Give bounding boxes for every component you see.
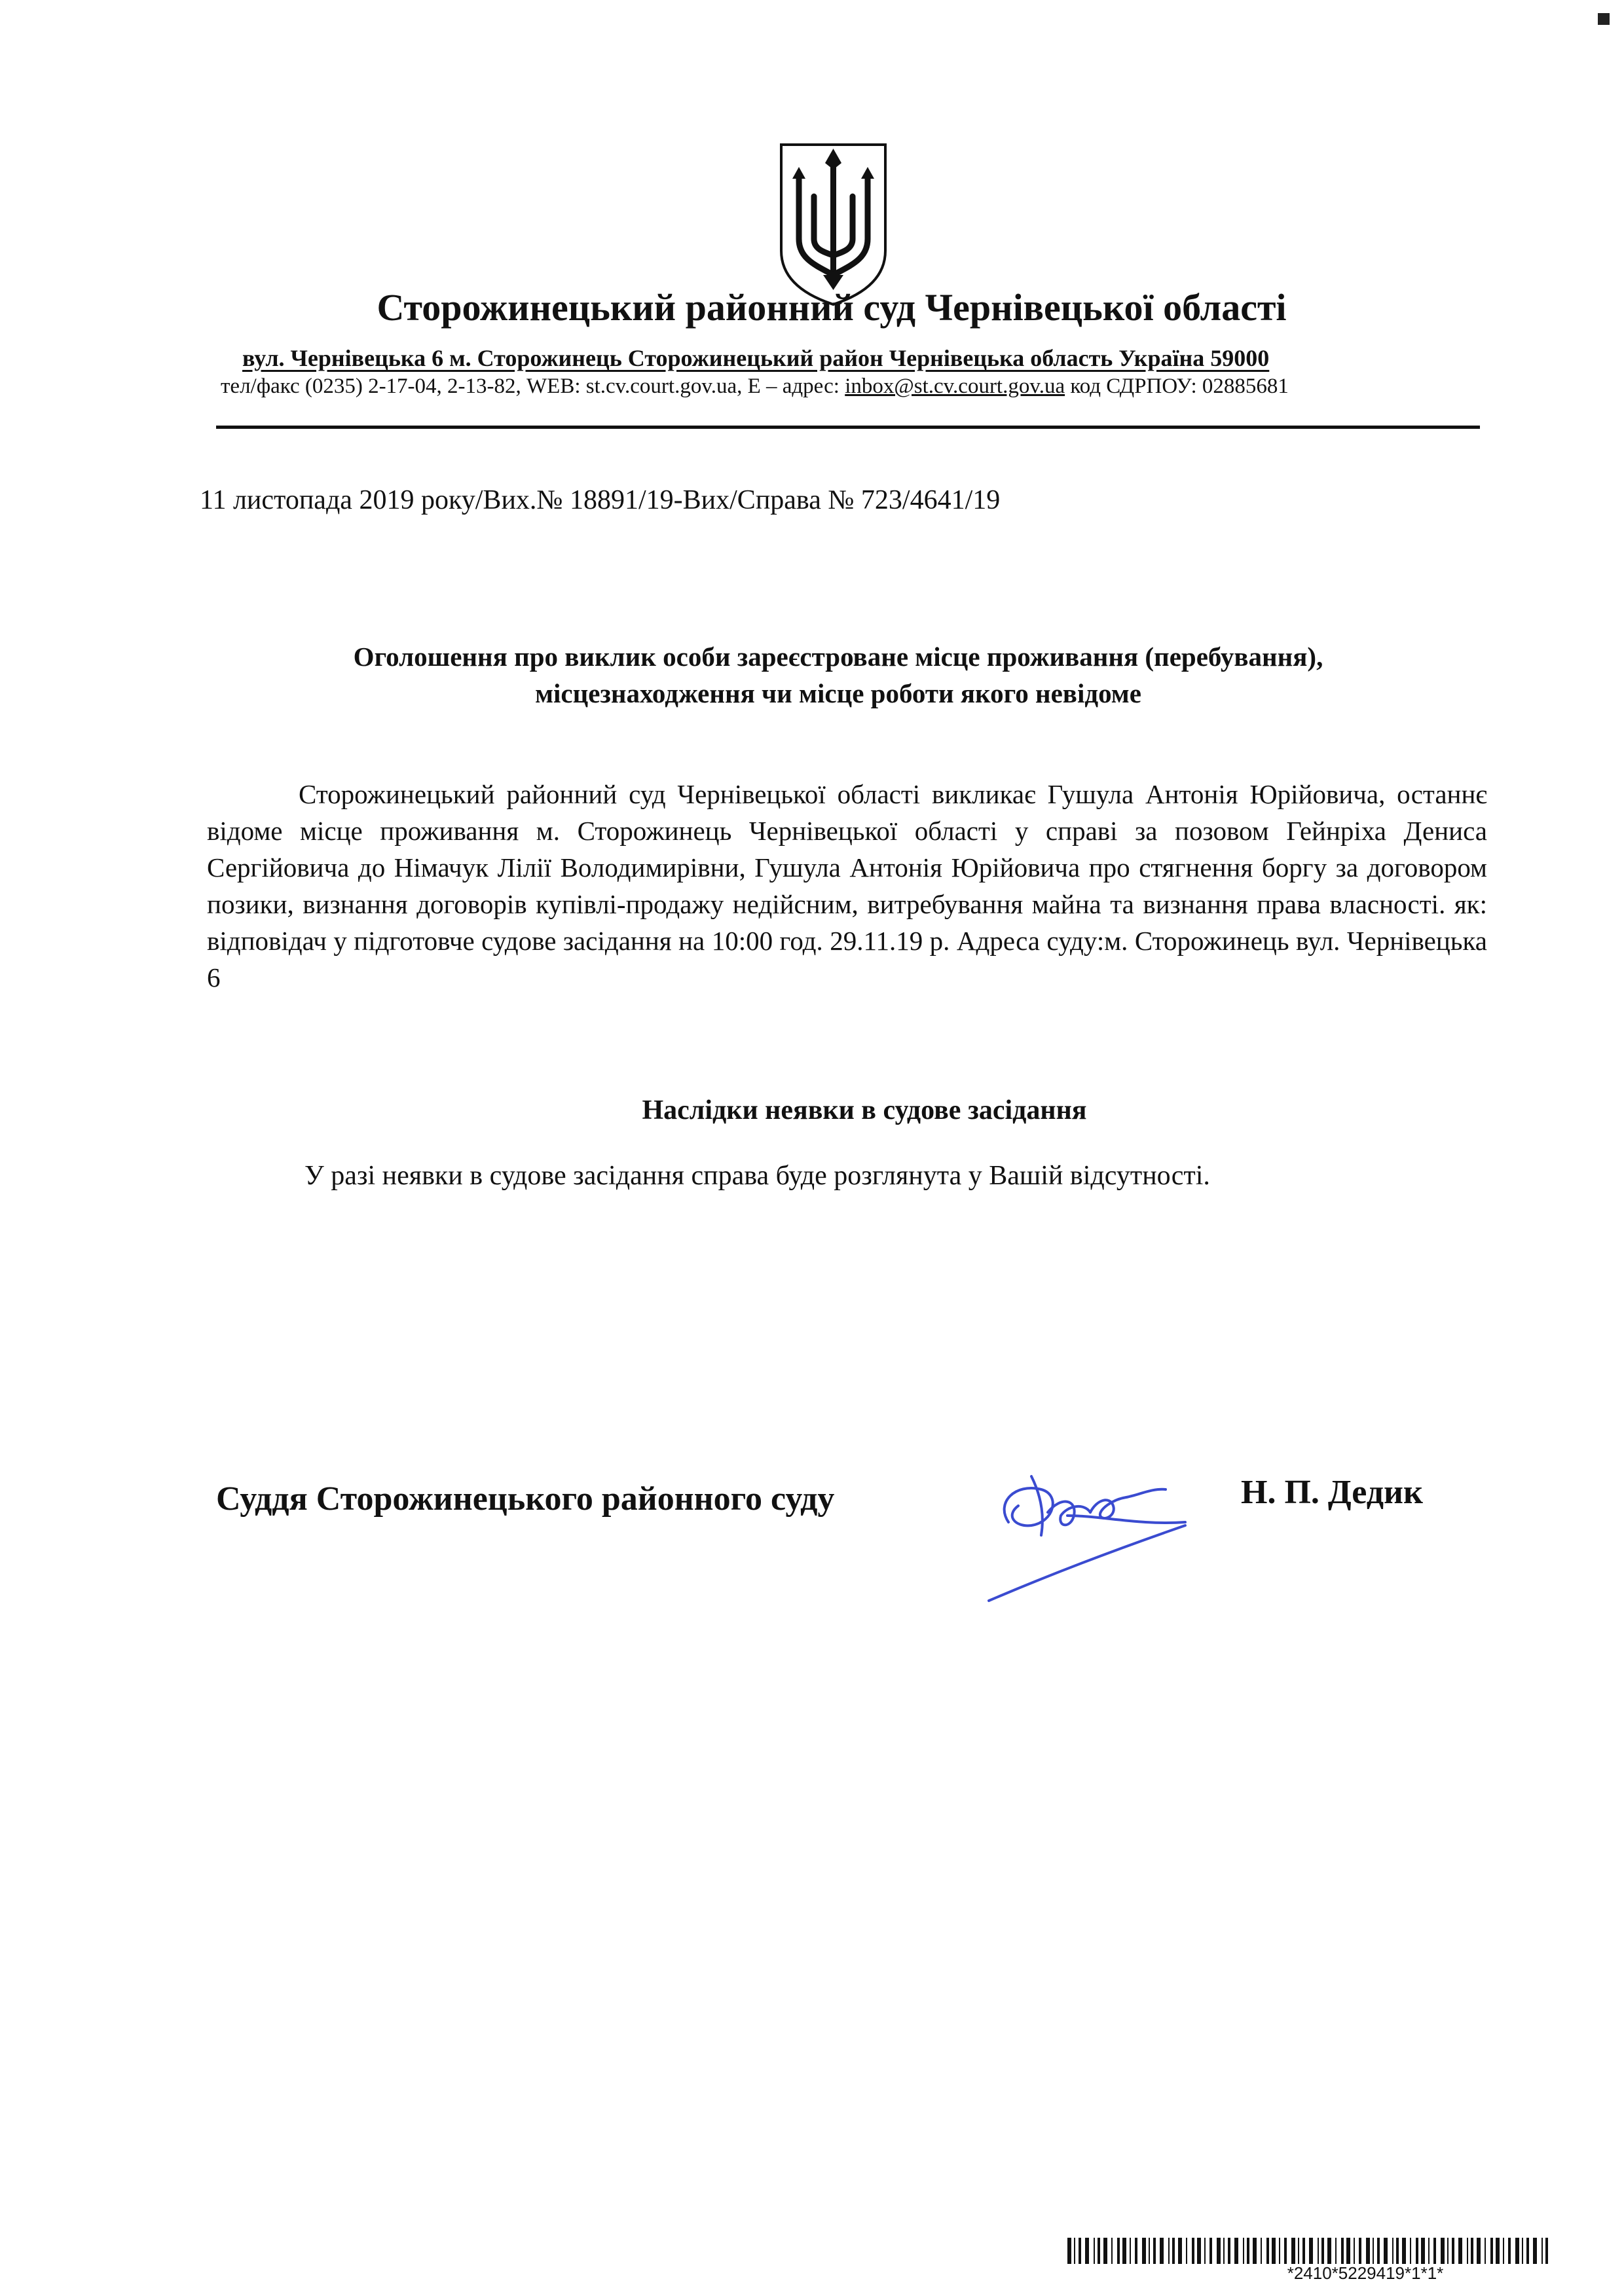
barcode-bar <box>1135 2238 1137 2264</box>
barcode-bar <box>1178 2238 1182 2264</box>
barcode-bar <box>1545 2238 1548 2264</box>
barcode-bar <box>1541 2238 1543 2264</box>
barcode-bar <box>1384 2238 1388 2264</box>
barcode-bar <box>1485 2238 1486 2264</box>
contacts-prefix: тел/факс (0235) 2-17-04, 2-13-82, WEB: st.cv.court.gov.ua, E – адрес: <box>221 374 845 398</box>
barcode-bar <box>1396 2238 1399 2264</box>
barcode-bar <box>1318 2238 1319 2264</box>
judge-title: Суддя Сторожинецького районного суду <box>216 1480 835 1518</box>
barcode-bar <box>1197 2238 1201 2264</box>
barcode-bar <box>1074 2238 1075 2264</box>
notice-title <box>196 638 1480 712</box>
notice-title-line-1: Оголошення про виклик особи зареєстроване місце проживання (перебування), <box>353 642 1323 672</box>
barcode-bar <box>1204 2238 1206 2264</box>
barcode-bar <box>1186 2238 1187 2264</box>
court-contacts <box>221 370 1289 403</box>
barcode-bar <box>1458 2238 1462 2264</box>
barcode-bar <box>1130 2238 1131 2264</box>
barcode-bar <box>1526 2238 1529 2264</box>
court-name: Сторожинецький районний суд Чернівецької області <box>377 286 1287 329</box>
barcode-bar <box>1341 2238 1344 2264</box>
barcode-bar <box>1354 2238 1355 2264</box>
barcode-bar <box>1416 2238 1418 2264</box>
barcode-bar <box>1243 2238 1244 2264</box>
barcode-bar <box>1359 2238 1361 2264</box>
barcode-bar <box>1094 2238 1095 2264</box>
barcode-bar <box>1079 2238 1081 2264</box>
barcode-bar <box>1490 2238 1493 2264</box>
barcode-bar <box>1253 2238 1257 2264</box>
barcode-bar <box>1228 2238 1230 2264</box>
notice-title-line-2: місцезнаходження чи місце роботи якого невідоме <box>535 678 1141 708</box>
barcode-bar <box>1503 2238 1504 2264</box>
barcode-bar <box>1098 2238 1100 2264</box>
barcode-bar <box>1103 2238 1107 2264</box>
barcode-bar <box>1261 2238 1262 2264</box>
court-address: вул. Чернівецька 6 м. Сторожинець Сторожинецький район Чернівецька область Україна 59000 <box>242 345 1270 371</box>
barcode-bar <box>1209 2238 1212 2264</box>
barcode-bar <box>1168 2238 1170 2264</box>
barcode-bar <box>1496 2238 1500 2264</box>
header-divider <box>216 426 1480 429</box>
barcode-bar <box>1223 2238 1225 2264</box>
barcode-bar <box>1117 2238 1120 2264</box>
barcode-bar <box>1327 2238 1331 2264</box>
barcode-bar <box>1522 2238 1523 2264</box>
barcode-bar <box>1298 2238 1299 2264</box>
barcode-bar <box>1142 2238 1146 2264</box>
barcode-bar <box>1410 2238 1411 2264</box>
notice-body: Сторожинецький районний суд Чернівецької області викликає Гушула Антонія Юрійовича, останнє відоме місце проживання м. Сторожинець Чернівецької області у справі за позовом Гейнріха Дениса Сергійовича до Німачук Лілії Володимирівни, Гушула Антонія Юрійовича про стягнення боргу за договором позики, визнання договорів купівлі-продажу недійсним, витребування майна та визнання права власності. як: відповідач у підготовче судове засідання на 10:00 год. 29.11.19 р. Адреса суду:м. Сторожинець вул. Чернівецька 6 <box>207 779 1487 993</box>
barcode-bar <box>1160 2238 1164 2264</box>
barcode-bar <box>1346 2238 1350 2264</box>
barcode-bar <box>1234 2238 1238 2264</box>
barcode-bar <box>1122 2238 1126 2264</box>
barcode-bar <box>1366 2238 1370 2264</box>
email-link[interactable]: inbox@st.cv.court.gov.ua <box>845 374 1065 398</box>
barcode-bar <box>1149 2238 1150 2264</box>
barcode-bar <box>1247 2238 1249 2264</box>
barcode-bar <box>1515 2238 1519 2264</box>
barcode-bar <box>1266 2238 1269 2264</box>
barcode-bar <box>1272 2238 1276 2264</box>
barcode-bar <box>1111 2238 1113 2264</box>
barcode-bar <box>1508 2238 1511 2264</box>
barcode-bar <box>1279 2238 1280 2264</box>
corner-mark <box>1598 13 1610 25</box>
barcode-bar <box>1421 2238 1425 2264</box>
barcode-bar <box>1217 2238 1221 2264</box>
consequences-title: Наслідки неявки в судове засідання <box>642 1095 1087 1125</box>
judge-name: Н. П. Дедик <box>1241 1474 1423 1511</box>
handwritten-signature <box>969 1450 1205 1607</box>
barcode-bar <box>1309 2238 1313 2264</box>
barcode-bar <box>1321 2238 1324 2264</box>
barcode-bar <box>1067 2238 1071 2264</box>
reference-line: 11 листопада 2019 року/Вих.№ 18891/19-Вих/Справа № 723/4641/19 <box>200 485 1001 515</box>
contacts-suffix: код СДРПОУ: 02885681 <box>1065 374 1289 398</box>
barcode-bar <box>1471 2238 1473 2264</box>
barcode-bar <box>1172 2238 1175 2264</box>
barcode-bar <box>1428 2238 1430 2264</box>
barcode-bar <box>1192 2238 1194 2264</box>
barcode-bar <box>1085 2238 1089 2264</box>
barcode-bar <box>1335 2238 1337 2264</box>
barcode-bar <box>1373 2238 1374 2264</box>
barcode-bar <box>1467 2238 1468 2264</box>
barcode-bar <box>1377 2238 1380 2264</box>
consequences-text: У разі неявки в судове засідання справа буде розглянута у Вашій відсутності. <box>304 1161 1210 1191</box>
barcode-bar <box>1284 2238 1287 2264</box>
barcode-bar <box>1291 2238 1295 2264</box>
barcode-bar <box>1302 2238 1305 2264</box>
barcode-bar <box>1447 2238 1449 2264</box>
barcode-bar <box>1402 2238 1406 2264</box>
barcode-bar <box>1477 2238 1481 2264</box>
barcode-icon <box>1067 2238 1552 2264</box>
barcode-bar <box>1441 2238 1445 2264</box>
barcode-number: *2410*5229419*1*1* <box>1287 2263 1444 2283</box>
barcode-bar <box>1433 2238 1436 2264</box>
barcode-bar <box>1533 2238 1537 2264</box>
barcode-bar <box>1452 2238 1454 2264</box>
barcode-bar <box>1392 2238 1393 2264</box>
barcode-bar <box>1153 2238 1156 2264</box>
